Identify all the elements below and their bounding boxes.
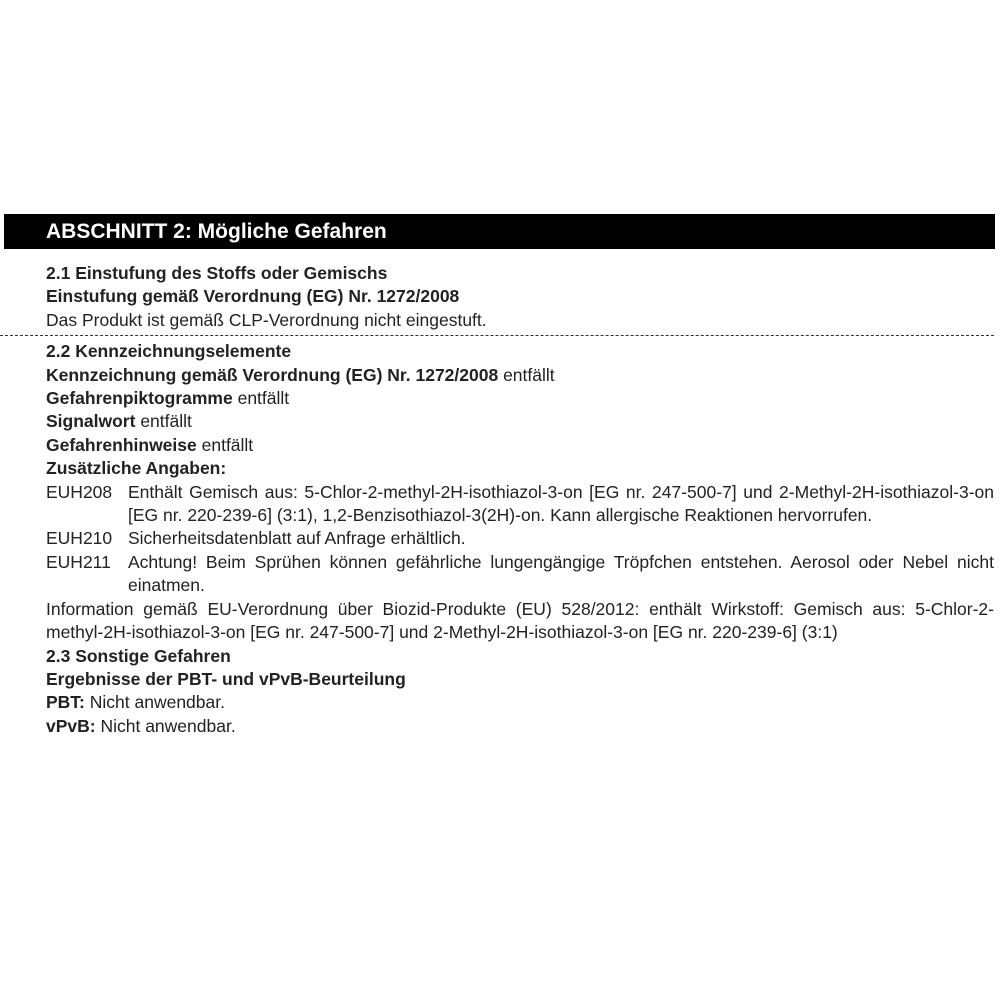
pbt-label: PBT: (46, 692, 85, 713)
hinweise-row (46, 434, 994, 457)
euh-statement (46, 551, 994, 598)
kennzeichnung-row (46, 364, 994, 387)
subsection-2-1-subtitle: Einstufung gemäß Verordnung (EG) Nr. 1272/2008 (46, 286, 460, 307)
subsection-2-2-title: 2.2 Kennzeichnungselemente (46, 341, 292, 362)
signalwort-row (46, 410, 994, 433)
zusaetzliche-angaben-label: Zusätzliche Angaben: (46, 458, 227, 479)
euh-statement (46, 481, 994, 528)
safety-data-sheet-section (0, 214, 1000, 738)
subsection-2-3-subtitle: Ergebnisse der PBT- und vPvB-Beurteilung (46, 668, 406, 689)
piktogramme-row (46, 387, 994, 410)
euh-text: Sicherheitsdatenblatt auf Anfrage erhältlich. (128, 528, 466, 549)
signalwort-value: entfällt (135, 411, 192, 432)
signalwort-label: Signalwort (46, 411, 136, 432)
piktogramme-label: Gefahrenpiktogramme (46, 388, 233, 409)
dashed-divider (0, 335, 994, 336)
vpvb-row (46, 715, 994, 738)
section-content (0, 249, 1000, 738)
subsection-2-3-title: 2.3 Sonstige Gefahren (46, 645, 231, 666)
biozid-information: Information gemäß EU-Verordnung über Biozid-Produkte (EU) 528/2012: enthält Wirkstoff: Gemisch aus: 5-Chlor-2-methyl-2H-isothiazol-3-on [EG nr. 247-500-7] und 2-Methyl-2H-isothiazol-3-on [EG nr. 220-239-6] (3:1) (46, 598, 994, 643)
euh-code: EUH211 (46, 551, 111, 572)
kennzeichnung-value: entfällt (498, 364, 555, 385)
pbt-row (46, 691, 994, 714)
pbt-value: Nicht anwendbar. (84, 692, 225, 713)
piktogramme-value: entfällt (232, 388, 290, 409)
kennzeichnung-label: Kennzeichnung gemäß Verordnung (EG) Nr. 1272/2008 (46, 364, 499, 385)
euh-code: EUH210 (46, 528, 113, 549)
vpvb-label: vPvB: (46, 715, 96, 736)
subsection-2-1-title: 2.1 Einstufung des Stoffs oder Gemischs (46, 263, 388, 283)
euh-statement (46, 527, 994, 550)
hinweise-value: entfällt (196, 434, 254, 455)
euh-code: EUH208 (46, 481, 113, 502)
euh-text: Achtung! Beim Sprühen können gefährliche lungengängige Tröpfchen entstehen. Aerosol oder Nebel nicht einatmen. (128, 551, 994, 596)
section-header: ABSCHNITT 2: Mögliche Gefahren (4, 214, 995, 249)
hinweise-label: Gefahrenhinweise (46, 434, 197, 455)
vpvb-value: Nicht anwendbar. (95, 715, 236, 736)
euh-text: Enthält Gemisch aus: 5-Chlor-2-methyl-2H-isothiazol-3-on [EG nr. 247-500-7] und 2-Methyl-2H-isothiazol-3-on [EG nr. 220-239-6] (3:1), 1,2-Benzisothiazol-3(2H)-on. Kann allergische Reaktionen hervorrufen. (128, 481, 994, 526)
classification-text: Das Produkt ist gemäß CLP-Verordnung nicht eingestuft. (46, 309, 487, 330)
